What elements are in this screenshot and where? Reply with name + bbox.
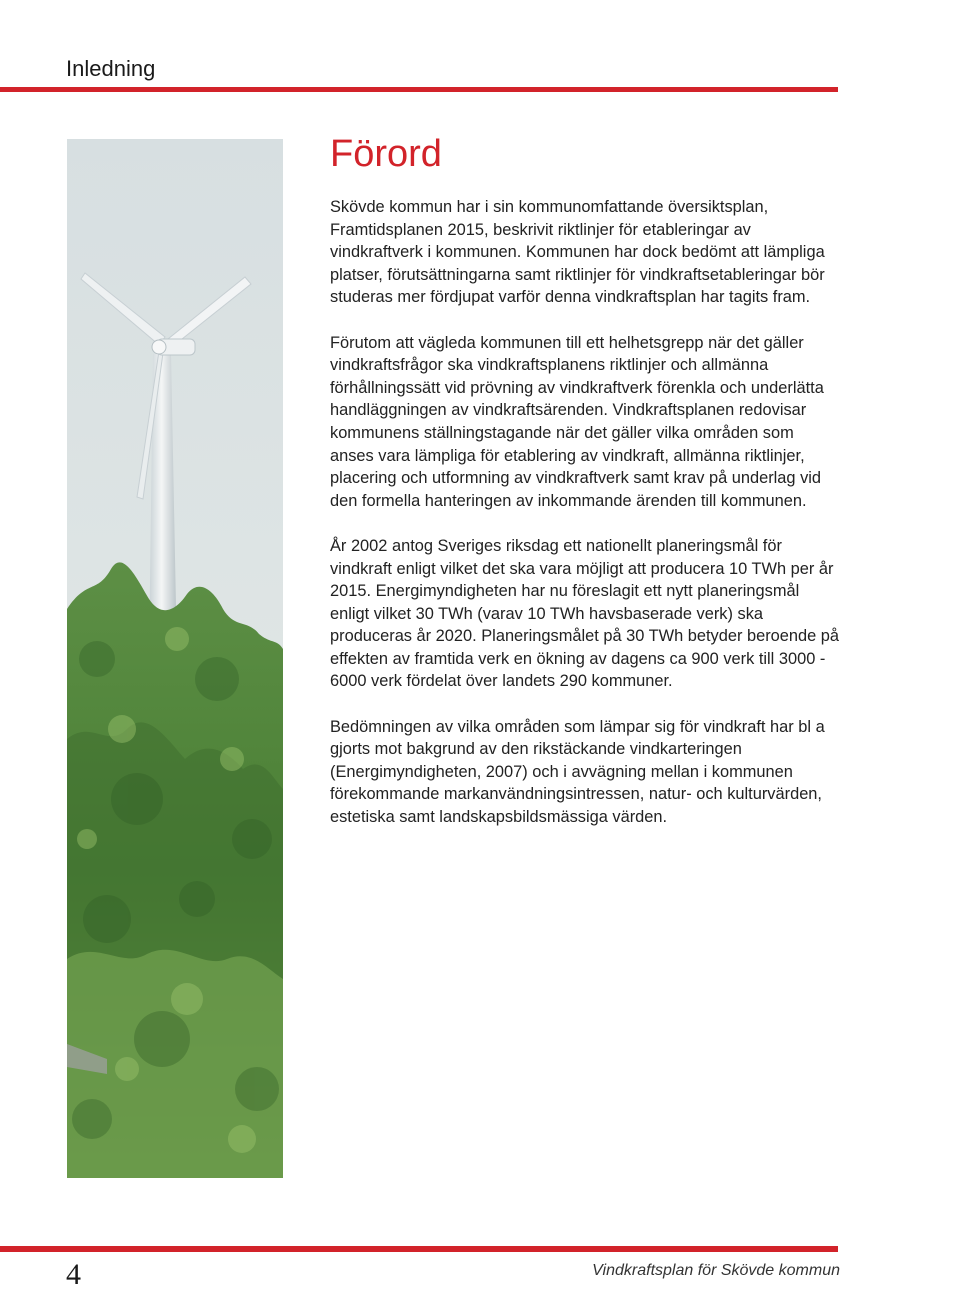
paragraph: Bedömningen av vilka områden som lämpar sig för vindkraft har bl a gjorts mot bakgrund av den rikstäckande vindkarteringen (Energimyndigheten, 2007) och i avvägning mellan i kommunen förekommande markanvändningsintressen, natur- och kulturvärden, estetiska samt landskapsbildsmässiga värden. xyxy=(330,717,825,827)
paragraph: Förutom att vägleda kommunen till ett helhetsgrepp när det gäller vindkraftsfrågor ska vindkraftsplanens riktlinjer och allmänna förhållningssätt vid prövning av vindkraftverk förenkla och underlätta handläggningen av vindkraftsärenden. Vindkraftsplanen redovisar kommunens ställningstagande när det gäller vilka områden som anses vara lämpliga för etablering av vindkraft, allmänna riktlinjer, placering och utformning av vindkraftverk samt krav på underlag vid den formella hanteringen av inkommande ärenden till kommunen. xyxy=(330,333,824,510)
wind-turbine-photo xyxy=(67,139,283,1178)
paragraph: Skövde kommun har i sin kommunomfattande översiktsplan, Framtidsplanen 2015, beskrivit riktlinjer för etableringar av vindkraftverk i kommunen. Kommunen har dock bedömt att lämpliga platser, förutsättningarna samt riktlinjer för vindkraftsetableringar bör studeras mer fördjupat varför denna vindkraftsplan har tagits fram. xyxy=(330,198,825,307)
footer-rule xyxy=(0,1246,838,1252)
paragraph: År 2002 antog Sveriges riksdag ett nationellt planeringsmål för vindkraft enligt vilket det ska vara möjligt att producera 10 TWh per år 2015. Energimyndigheten har nu föreslagit ett nytt planeringsmål enligt vilket 30 TWh (varav 10 TWh havsbaserade verk) ska produceras år 2020. Planeringsmålet på 30 TWh betyder beroende på effekten av framtida verk en ökning av dagens ca 900 verk till 3000 - 6000 verk fördelat över landets 290 kommuner. xyxy=(330,536,840,691)
page-number: 4 xyxy=(66,1258,81,1291)
header-rule xyxy=(0,87,838,92)
article-body xyxy=(330,196,842,851)
footer-document-title: Vindkraftsplan för Skövde kommun xyxy=(592,1262,840,1279)
page-heading: Förord xyxy=(330,133,442,175)
section-title: Inledning xyxy=(66,56,156,81)
